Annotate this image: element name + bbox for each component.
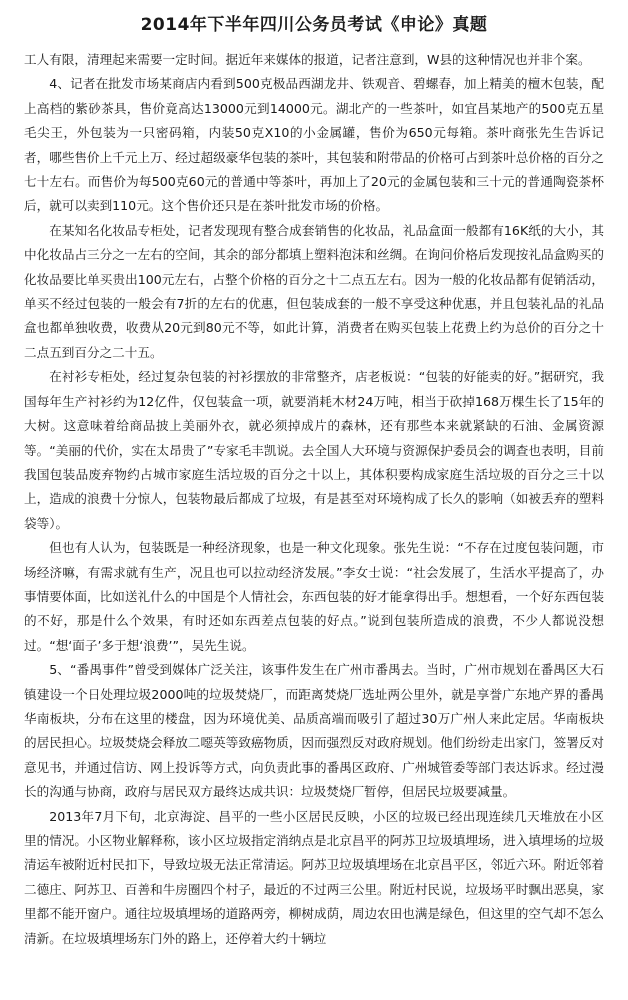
paragraph-1: 工人有限，清理起来需要一定时间。据近年来媒体的报道，记者注意到，W县的这种情况也并非个案。 [24,52,591,67]
document-title: 2014年下半年四川公务员考试《申论》真题 [140,15,488,35]
paragraph-6: 5、“番禺事件”曾受到媒体广泛关注，该事件发生在广州市番禺去。当时，广州市规划在番禺区大石镇建设一个日处理垃圾2000吨的垃圾焚烧厂，而距离焚烧厂选址两公里外，就是享誉广东地产界的番禺华南板块，分布在这里的楼盘，因为环境优美、品质高端而吸引了超过30万广州人来此定居。华南板块的居民担心。垃圾焚烧会释放二噁英等致癌物质，因而强烈反对政府规划。他们纷纷走出家门，签署反对意见书，并通过信访、网上投诉等方式，向负责此事的番禺区政府、广州城管委等部门表达诉求。经过漫长的沟通与协商，政府与居民双方最终达成共识：垃圾焚烧厂暂停，但居民垃圾要减量。 [24,662,604,800]
paragraph-4: 在衬衫专柜处，经过复杂包装的衬衫摆放的非常整齐，店老板说：“包装的好能卖的好。”据研究，我国每年生产衬衫约为12亿件，仅包装盒一项，就要消耗木材24万吨，相当于砍掉168万棵生长了15年的大树。这意味着给商品披上美丽外衣，就必须掉成片的森林，还有那些本来就紧缺的石油、金属资源等。“美丽的代价，实在太昂贵了”专家毛丰凯说。去全国人大环境与资源保护委员会的调查也表明，目前我国包装品废弃物约占城市家庭生活垃圾的百分之十以上，其体积要构成家庭生活垃圾的百分之三十以上，造成的浪费十分惊人，包装物最后都成了垃圾，有是甚至对环境构成了长久的影响（如被丢弃的塑料袋等）。 [24,369,604,531]
paragraph-5: 但也有人认为，包装既是一种经济现象，也是一种文化现象。张先生说：“不存在过度包装问题，市场经济嘛，有需求就有生产，况且也可以拉动经济发展。”李女士说：“社会发展了，生活水平提高了，办事情要体面，比如送礼什么的中国是个人情社会，东西包装的好才能拿得出手。想想看，一个好东西包装的不好，那是什么个效果，有时还如东西差点包装的好点。”说到包装所造成的浪费，不少人都说没想过。“想‘面子’多于想‘浪费’”，吴先生说。 [24,540,604,653]
paragraph-3: 在某知名化妆品专柜处，记者发现现有整合成套销售的化妆品，礼品盒面一般都有16K纸的大小，其中化妆品占三分之一左右的空间，其余的部分都填上塑料泡沫和丝绸。在询问价格后发现按礼品盒购买的化妆品要比单买贵出100元左右，占整个价格的百分之十二点五左右。因为一般的化妆品都有促销活动，单买不经过包装的一般会有7折的左右的优惠，但包装成套的一般不享受这种优惠，并且包装礼品的礼品盒也都单独收费，收费从20元到80元不等，如此计算，消费者在购买包装上花费上约为总价的百分之十二点五到百分之二十五。 [24,222,604,360]
paragraph-7: 2013年7月下旬，北京海淀、昌平的一些小区居民反映，小区的垃圾已经出现连续几天堆放在小区里的情况。小区物业解释称，该小区垃圾指定消纳点是北京昌平的阿苏卫垃圾填埋场，进入填埋场的垃圾清运车被附近村民扣下，导致垃圾无法正常清运。阿苏卫垃圾填埋场在北京昌平区，邻近六环。附近邻着二德庄、阿苏卫、百善和牛房圈四个村子，最近的不过两三公里。附近村民说，垃圾场平时飘出恶臭，家里都不能开窗户。通往垃圾填埋场的道路两旁，柳树成荫，周边农田也满是绿色，但这里的空气却不怎么清新。在垃圾填埋场东门外的路上，还停着大约十辆垃 [24,808,604,946]
paragraph-2: 4、记者在批发市场某商店内看到500克极品西湖龙井、铁观音、碧螺春，加上精美的檀木包装，配上高档的紫砂茶具，售价竟高达13000元到14000元。湖北产的一些茶叶，如宜昌某地产的500克五星毛尖王，外包装为一只密码箱，内装50克X10的小金属罐，售价为650元每箱。茶叶商张先生告诉记者，哪些售价上千元上万、经过超级豪华包装的茶叶，其包装和附带品的价格可占到茶叶总价格的百分之七十左右。而售价为每500克60元的普通中等茶叶，再加上了20元的金属包装和三十元的普通陶瓷茶杯后，就可以卖到110元。这个售价还只是在茶叶批发市场的价格。 [24,76,604,214]
